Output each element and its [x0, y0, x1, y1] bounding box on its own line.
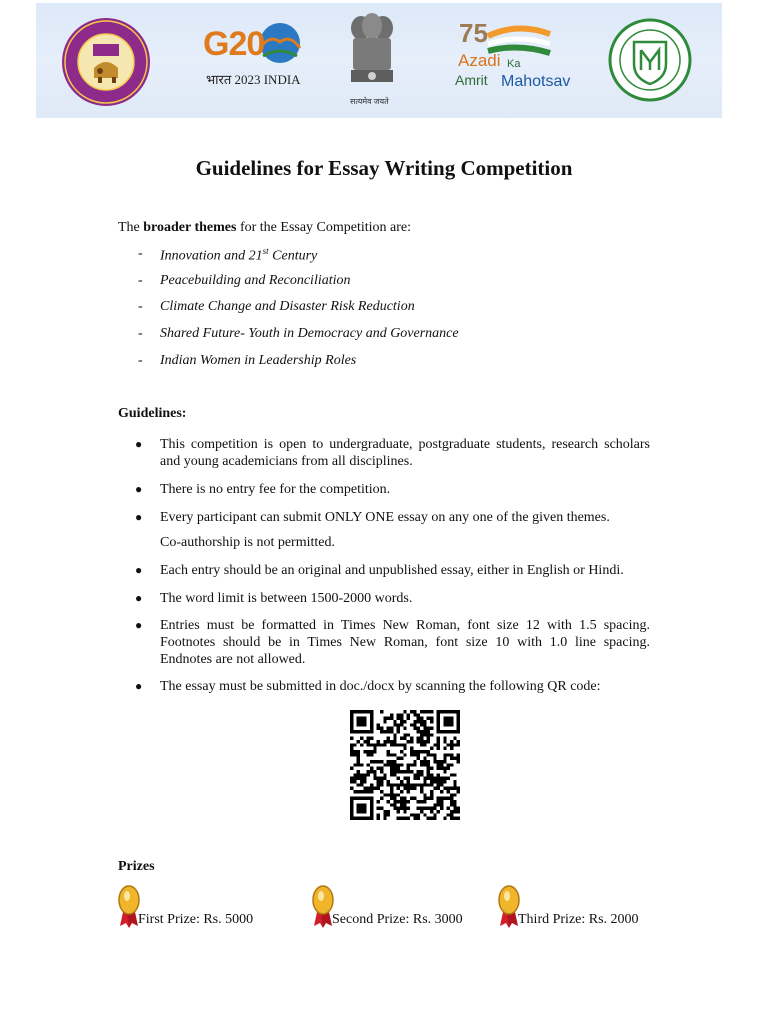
aam-mahotsav-text: Mahotsav: [501, 73, 571, 90]
emblem-motto: सत्यमेव जयते: [350, 97, 389, 106]
theme-text: Climate Change and Disaster Risk Reduction: [160, 299, 415, 315]
bullet-icon: ●: [135, 618, 143, 632]
national-emblem-logo: [345, 10, 399, 96]
theme-item: [138, 299, 459, 326]
prize-label: Third Prize: Rs. 2000: [518, 912, 639, 927]
bullet-icon: ●: [135, 482, 143, 496]
dash-bullet: -: [138, 326, 143, 342]
coauthorship-note: Co-authorship is not permitted.: [160, 535, 335, 550]
bullet-icon: ●: [135, 591, 143, 605]
guideline-item: [135, 678, 650, 695]
theme-item: [138, 353, 459, 380]
guideline-text: There is no entry fee for the competition.: [160, 482, 391, 497]
bullet-icon: ●: [135, 510, 143, 524]
g20-subtitle: भारत 2023 INDIA: [206, 72, 301, 87]
prizes-row: [0, 884, 768, 944]
themes-list: [138, 246, 459, 379]
aam-75-text: 75: [459, 18, 488, 48]
guideline-text: Every participant can submit ONLY ONE essay on any one of the given themes.: [160, 510, 610, 525]
guideline-item: [135, 590, 650, 607]
medal-icon: [498, 884, 520, 928]
prize-label: Second Prize: Rs. 3000: [332, 912, 463, 927]
qr-code[interactable]: [350, 710, 460, 825]
dash-bullet: -: [138, 299, 143, 315]
du-seal-logo: [60, 16, 152, 108]
bullet-icon: ●: [135, 563, 143, 577]
page-title: Guidelines for Essay Writing Competition: [195, 156, 573, 180]
guideline-text: The essay must be submitted in doc./docx by scanning the following QR code:: [160, 679, 601, 694]
prize-label: First Prize: Rs. 5000: [138, 912, 254, 927]
themes-intro-bold: broader themes: [143, 220, 237, 235]
dash-bullet: -: [138, 246, 143, 261]
theme-item: [138, 246, 459, 273]
aam-azadi-text: Azadi: [458, 51, 501, 70]
dash-bullet: -: [138, 272, 143, 288]
dash-bullet: -: [138, 352, 143, 368]
themes-intro-suffix: for the Essay Competition are:: [236, 220, 412, 235]
guideline-text: The word limit is between 1500-2000 words.: [160, 591, 413, 606]
bullet-icon: ●: [135, 437, 143, 451]
themes-intro-prefix: The: [118, 220, 144, 235]
prizes-heading: Prizes: [118, 859, 155, 874]
theme-item: [138, 326, 459, 353]
theme-text: Indian Women in Leadership Roles: [160, 352, 357, 368]
guideline-text: This competition is open to undergraduate, postgraduate students, research scholars and young academicians from all disciplines.: [160, 437, 650, 469]
medal-icon: [118, 884, 140, 928]
guideline-item: [135, 509, 650, 526]
guideline-text: Each entry should be an original and unpublished essay, either in English or Hindi.: [160, 563, 624, 578]
themes-intro: [118, 220, 411, 236]
bullet-icon: ●: [135, 679, 143, 693]
guideline-item: [135, 436, 650, 470]
guideline-text: Entries must be formatted in Times New Roman, font size 12 with 1.5 spacing. Footnotes should be in Times New Roman, font size 10 with 1.0 line spacing. Endnotes are not allowed.: [160, 618, 650, 667]
theme-text-after: Century: [268, 248, 318, 264]
theme-sup: st: [262, 246, 269, 256]
aam-ka-text: Ka: [507, 58, 521, 70]
medal-icon: [312, 884, 334, 928]
theme-text: Peacebuilding and Reconciliation: [160, 272, 351, 288]
miranda-house-seal-logo: [608, 16, 692, 104]
aam-amrit-text: Amrit: [455, 72, 488, 88]
theme-text: Shared Future- Youth in Democracy and Governance: [160, 326, 459, 342]
guideline-item: [135, 617, 650, 668]
theme-text: Innovation and 21: [160, 248, 263, 264]
guidelines-heading: Guidelines:: [118, 406, 187, 421]
theme-item: [138, 273, 459, 300]
guideline-item: [135, 562, 650, 579]
guideline-item: [135, 481, 650, 498]
g20-text: G20: [203, 25, 265, 63]
